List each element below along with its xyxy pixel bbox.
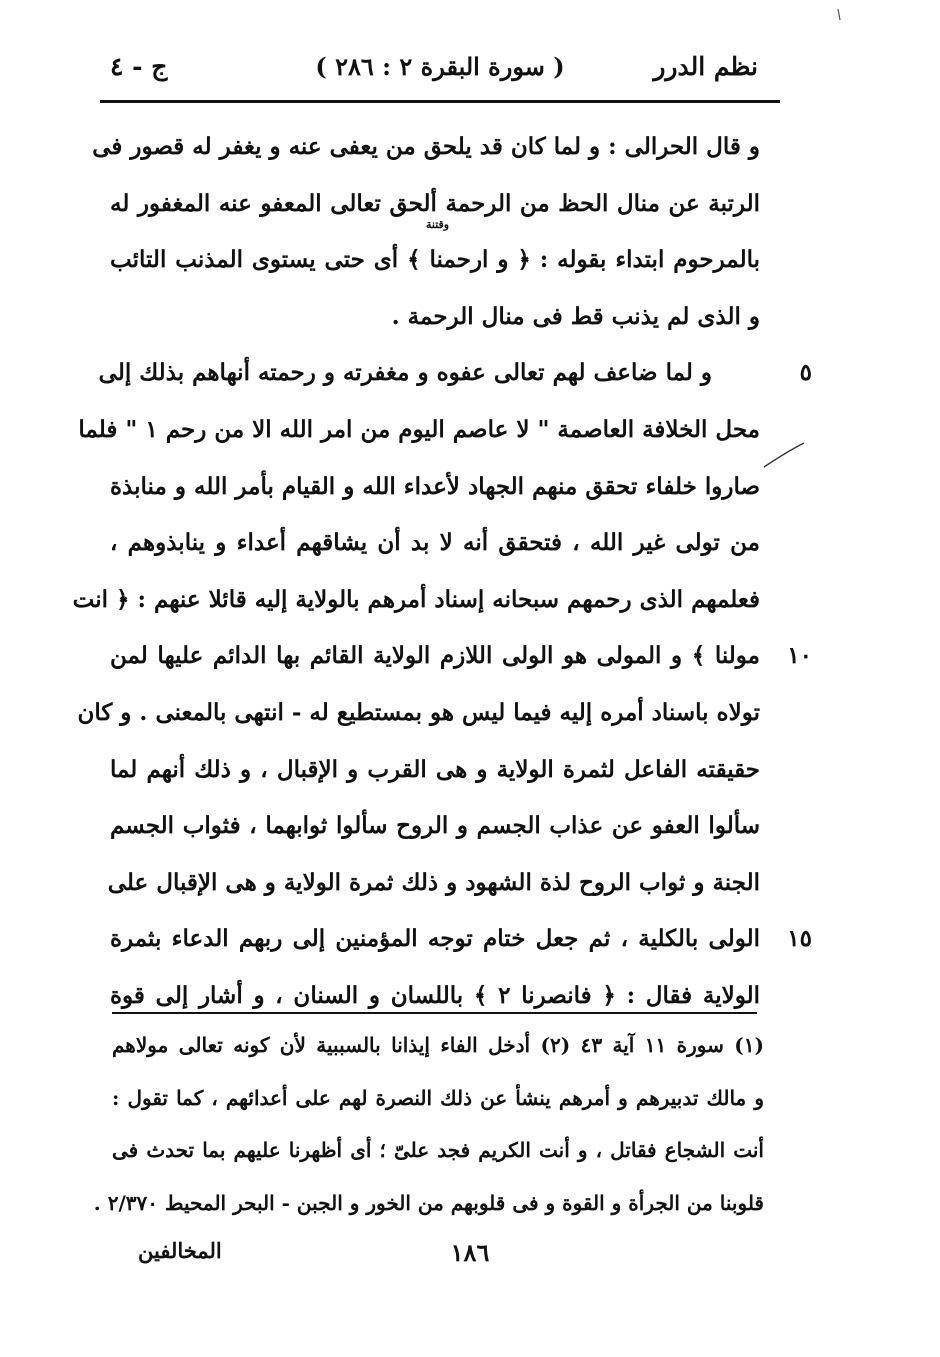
main-text bbox=[72, 119, 812, 1025]
catchword: المخالفين bbox=[138, 1238, 222, 1263]
page-number: ١٨٦ bbox=[450, 1238, 490, 1267]
text-line-content: مولنا ﴾ و المولى هو الولى اللازم الولاية القائم بها الدائم عليها لمن bbox=[110, 642, 760, 670]
line-number: ١٥ bbox=[787, 925, 812, 953]
text-line-content: و لما ضاعف لهم تعالى عفوه و مغفرته و رحمته أنهاهم بذلك إلى bbox=[98, 359, 712, 387]
text-line bbox=[98, 345, 812, 402]
text-line-content: بالمرحوم ابتداء بقوله : ﴿ و ارحمنا ﴾ أى حتى يستوى المذنب التائب bbox=[110, 246, 760, 274]
text-line: من تولى غير الله ، فتحقق أنه لا بد أن يشاقهم أعداء و ينابذوهم ، bbox=[110, 529, 760, 557]
footnote-line: قلوبنا من الجرأة و القوة و فى قلوبهم من الخور و الجبن - البحر المحيط ٢/٣٧٠ . bbox=[93, 1190, 764, 1215]
text-line bbox=[110, 628, 812, 685]
footnotes bbox=[93, 1019, 764, 1229]
line-number: ١٠ bbox=[787, 642, 812, 670]
text-line-content: الولى بالكلية ، ثم جعل ختام توجه المؤمنين إلى ربهم الدعاء بثمرة bbox=[110, 925, 761, 953]
footnote-line: و مالك تدبيرهم و أمرهم ينشأ عن ذلك النصرة لهم على أعدائهم ، كما تقول : bbox=[112, 1085, 764, 1110]
footnote-line: (١) سورة ١١ آية ٤٣ (٢) أدخل الفاء إيذانا بالسببية لأن كونه تعالى مولاهم bbox=[112, 1033, 764, 1057]
superscript-note: وقتنة bbox=[426, 218, 450, 232]
corner-tick-mark bbox=[836, 8, 844, 22]
volume-number: ج - ٤ bbox=[110, 52, 168, 81]
text-line: حقيقته الفاعل لثمرة الولاية و هى القرب و الإقبال ، و ذلك أنهم لما bbox=[110, 755, 760, 783]
text-line: سألوا العفو عن عذاب الجسم و الروح سألوا ثوابهما ، فثواب الجسم bbox=[110, 812, 760, 840]
text-line: و الذى لم يذنب قط فى منال الرحمة . bbox=[391, 302, 760, 330]
text-line: صاروا خلفاء تحقق منهم الجهاد لأعداء الله و القيام بأمر الله و منابذة bbox=[110, 472, 760, 500]
text-line bbox=[110, 911, 812, 968]
footnote-rule bbox=[112, 1012, 757, 1014]
text-line: محل الخلافة العاصمة " لا عاصم اليوم من امر الله الا من رحم ١ " فلما bbox=[78, 415, 760, 443]
surah-reference: ( سورة البقرة ٢ : ٢٨٦ ) bbox=[315, 52, 565, 81]
margin-pen-stroke bbox=[762, 441, 806, 471]
text-line: و قال الحرالى : و لما كان قد يلحق من يعفى عنه و يغفر له قصور فى bbox=[92, 133, 760, 160]
footnote-line: أنت الشجاع فقاتل ، و أنت الكريم فجد علىّ ؛ أى أظهرنا عليهم بما تحدث فى bbox=[112, 1138, 764, 1162]
text-line: تولاه باسناد أمره إليه فيما ليس هو بمستطيع له - انتهى بالمعنى . و كان bbox=[77, 698, 760, 726]
running-header bbox=[100, 52, 780, 92]
text-line: الولاية فقال : ﴿ فانصرنا ٢ ﴾ باللسان و السنان ، و أشار إلى قوة bbox=[110, 981, 761, 1009]
line-number: ٥ bbox=[799, 359, 812, 387]
header-rule bbox=[100, 100, 780, 103]
text-line: الجنة و ثواب الروح لذة الشهود و ذلك ثمرة الولاية و هى الإقبال على bbox=[107, 868, 760, 896]
text-line: فعلمهم الذى رحمهم سبحانه إسناد أمرهم بالولاية إليه قائلا عنهم : ﴿ انت bbox=[72, 585, 760, 613]
text-line bbox=[110, 218, 760, 289]
book-title: نظم الدرر bbox=[653, 52, 758, 81]
text-line: الرتبة عن منال الحظ من الرحمة ألحق تعالى المعفو عنه المغفور له bbox=[110, 189, 760, 217]
